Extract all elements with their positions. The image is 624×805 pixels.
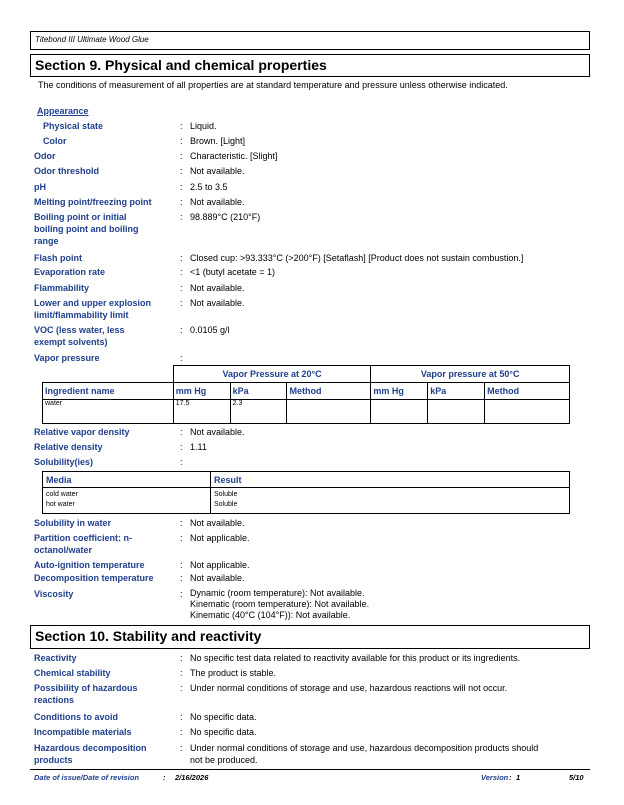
colon: : — [180, 353, 183, 363]
hazardous-reactions-label-2: reactions — [34, 695, 75, 705]
rel-vapor-density-label: Relative vapor density — [34, 427, 130, 437]
reactivity-value: No specific test data related to reactivity available for this product or its ingredients. — [190, 653, 521, 663]
colon: : — [180, 212, 183, 222]
evaporation-value: <1 (butyl acetate = 1) — [190, 267, 276, 277]
appearance-heading: Appearance — [37, 106, 89, 116]
viscosity-dynamic: Dynamic (room temperature): Not available. — [190, 588, 365, 598]
voc-label-2: exempt solvents) — [34, 337, 108, 347]
explosion-label-1: Lower and upper explosion — [34, 298, 152, 308]
flammability-label: Flammability — [34, 283, 90, 293]
hazardous-reactions-label-1: Possibility of hazardous — [34, 683, 138, 693]
melting-label: Melting point/freezing point — [34, 197, 152, 207]
melting-value: Not available. — [190, 197, 245, 207]
ingredient-cell — [43, 400, 174, 424]
vp-20c-header: Vapor Pressure at 20°C — [173, 366, 371, 383]
footer-page: 5/10 — [569, 773, 584, 782]
section-9-title: Section 9. Physical and chemical properties — [35, 57, 327, 73]
vapor-pressure-table — [42, 365, 570, 424]
colon: : — [180, 136, 183, 146]
chem-stability-value: The product is stable. — [190, 668, 277, 678]
colon: : — [180, 533, 183, 543]
mmhg-50-header: mm Hg — [371, 383, 428, 400]
ingredient-water: water — [45, 400, 63, 407]
colon: : — [180, 442, 183, 452]
color-label: Color — [43, 136, 67, 146]
evaporation-label: Evaporation rate — [34, 267, 106, 277]
chem-stability-label: Chemical stability — [34, 668, 111, 678]
footer-date: 2/16/2026 — [175, 773, 209, 782]
physical-state-label: Physical state — [43, 121, 104, 131]
ingredient-name-header: Ingredient name — [43, 383, 174, 400]
viscosity-value — [190, 588, 369, 621]
colon: : — [180, 267, 183, 277]
colon: : — [180, 712, 183, 722]
colon: : — [180, 743, 183, 753]
media-cold-water: cold water — [46, 491, 78, 498]
product-name: Titebond III Ultimate Wood Glue — [35, 35, 149, 44]
footer-version: 1 — [516, 773, 521, 782]
vp-50c-header: Vapor pressure at 50°C — [371, 366, 570, 383]
decomp-products-line-2: not be produced. — [190, 755, 258, 765]
result-cold: Soluble — [214, 491, 238, 498]
footer-version-label: Version — [481, 773, 509, 782]
colon: : — [180, 518, 183, 528]
autoignition-value: Not applicable. — [190, 560, 250, 570]
solubility-table — [42, 471, 570, 514]
autoignition-label: Auto-ignition temperature — [34, 560, 145, 570]
hazardous-reactions-value: Under normal conditions of storage and use, hazardous reactions will not occur. — [190, 683, 508, 693]
boiling-value: 98.889°C (210°F) — [190, 212, 261, 222]
partition-label-2: octanol/water — [34, 545, 93, 555]
method-20-value — [287, 400, 371, 424]
reactivity-label: Reactivity — [34, 653, 77, 663]
ph-value: 2.5 to 3.5 — [190, 182, 228, 192]
odor-label: Odor — [34, 151, 56, 161]
section-9-intro: The conditions of measurement of all properties are at standard temperature and pressure unless otherwise indicated. — [38, 80, 508, 90]
kpa-20-value: 2.3 — [230, 400, 287, 424]
odor-value: Characteristic. [Slight] — [190, 151, 278, 161]
kpa-50-value — [428, 400, 485, 424]
mmhg-20-value: 17.5 — [173, 400, 230, 424]
boiling-label-1: Boiling point or initial — [34, 212, 127, 222]
partition-value: Not applicable. — [190, 533, 250, 543]
voc-value: 0.0105 g/l — [190, 325, 230, 335]
conditions-value: No specific data. — [190, 712, 257, 722]
mmhg-50-value — [371, 400, 428, 424]
colon: : — [180, 668, 183, 678]
viscosity-kinematic-40: Kinematic (40°C (104°F)): Not available. — [190, 610, 351, 620]
colon: : — [180, 151, 183, 161]
ph-label: pH — [34, 182, 46, 192]
colon: : — [180, 325, 183, 335]
rel-density-label: Relative density — [34, 442, 103, 452]
color-value: Brown. [Light] — [190, 136, 246, 146]
colon: : — [180, 298, 183, 308]
footer-rule — [30, 769, 590, 770]
colon: : — [180, 683, 183, 693]
colon: : — [180, 727, 183, 737]
flash-value: Closed cup: >93.333°C (>200°F) [Setaflash] [Product does not sustain combustion.] — [190, 253, 524, 263]
colon: : — [180, 427, 183, 437]
colon: : — [180, 573, 183, 583]
physical-state-value: Liquid. — [190, 121, 217, 131]
sol-water-label: Solubility in water — [34, 518, 112, 528]
kpa-20-header: kPa — [230, 383, 287, 400]
colon: : — [180, 166, 183, 176]
decomp-products-line-1: Under normal conditions of storage and use, hazardous decomposition products should — [190, 743, 539, 753]
kpa-50-header: kPa — [428, 383, 485, 400]
footer-version-colon: : — [509, 773, 512, 782]
solubility-label: Solubility(ies) — [34, 457, 94, 467]
viscosity-kinematic-room: Kinematic (room temperature): Not available. — [190, 599, 370, 609]
colon: : — [180, 121, 183, 131]
rel-vapor-density-value: Not available. — [190, 427, 245, 437]
header-bar — [30, 31, 590, 50]
result-header: Result — [214, 475, 242, 485]
colon: : — [180, 197, 183, 207]
footer-date-label: Date of issue/Date of revision — [34, 773, 140, 782]
incompatible-value: No specific data. — [190, 727, 257, 737]
vapor-pressure-label: Vapor pressure — [34, 353, 100, 363]
viscosity-label: Viscosity — [34, 589, 74, 599]
sol-water-value: Not available. — [190, 518, 245, 528]
empty-corner — [43, 366, 174, 383]
section-9-header — [30, 54, 590, 77]
colon: : — [180, 653, 183, 663]
incompatible-label: Incompatible materials — [34, 727, 132, 737]
voc-label-1: VOC (less water, less — [34, 325, 125, 335]
decomp-products-label-2: products — [34, 755, 73, 765]
odor-threshold-label: Odor threshold — [34, 166, 99, 176]
media-header: Media — [46, 475, 72, 485]
table-divider — [210, 472, 211, 513]
table-divider — [43, 487, 569, 488]
explosion-value: Not available. — [190, 298, 245, 308]
conditions-label: Conditions to avoid — [34, 712, 118, 722]
section-10-title: Section 10. Stability and reactivity — [35, 628, 262, 644]
colon: : — [180, 283, 183, 293]
flash-label: Flash point — [34, 253, 82, 263]
method-50-value — [485, 400, 570, 424]
result-hot: Soluble — [214, 501, 238, 508]
odor-threshold-value: Not available. — [190, 166, 245, 176]
rel-density-value: 1.11 — [190, 442, 207, 452]
colon: : — [180, 560, 183, 570]
colon: : — [180, 182, 183, 192]
boiling-label-3: range — [34, 236, 59, 246]
section-10-header — [30, 625, 590, 649]
decomp-products-value — [190, 742, 538, 766]
mmhg-20-header: mm Hg — [173, 383, 230, 400]
method-20-header: Method — [287, 383, 371, 400]
decomp-products-label-1: Hazardous decomposition — [34, 743, 147, 753]
colon: : — [180, 457, 183, 467]
colon: : — [180, 589, 183, 599]
media-hot-water: hot water — [46, 501, 75, 508]
footer-date-colon: : — [163, 773, 166, 782]
decomposition-value: Not available. — [190, 573, 245, 583]
flammability-value: Not available. — [190, 283, 245, 293]
method-50-header: Method — [485, 383, 570, 400]
partition-label-1: Partition coefficient: n- — [34, 533, 133, 543]
decomposition-label: Decomposition temperature — [34, 573, 154, 583]
boiling-label-2: boiling point and boiling — [34, 224, 139, 234]
colon: : — [180, 253, 183, 263]
explosion-label-2: limit/flammability limit — [34, 310, 129, 320]
